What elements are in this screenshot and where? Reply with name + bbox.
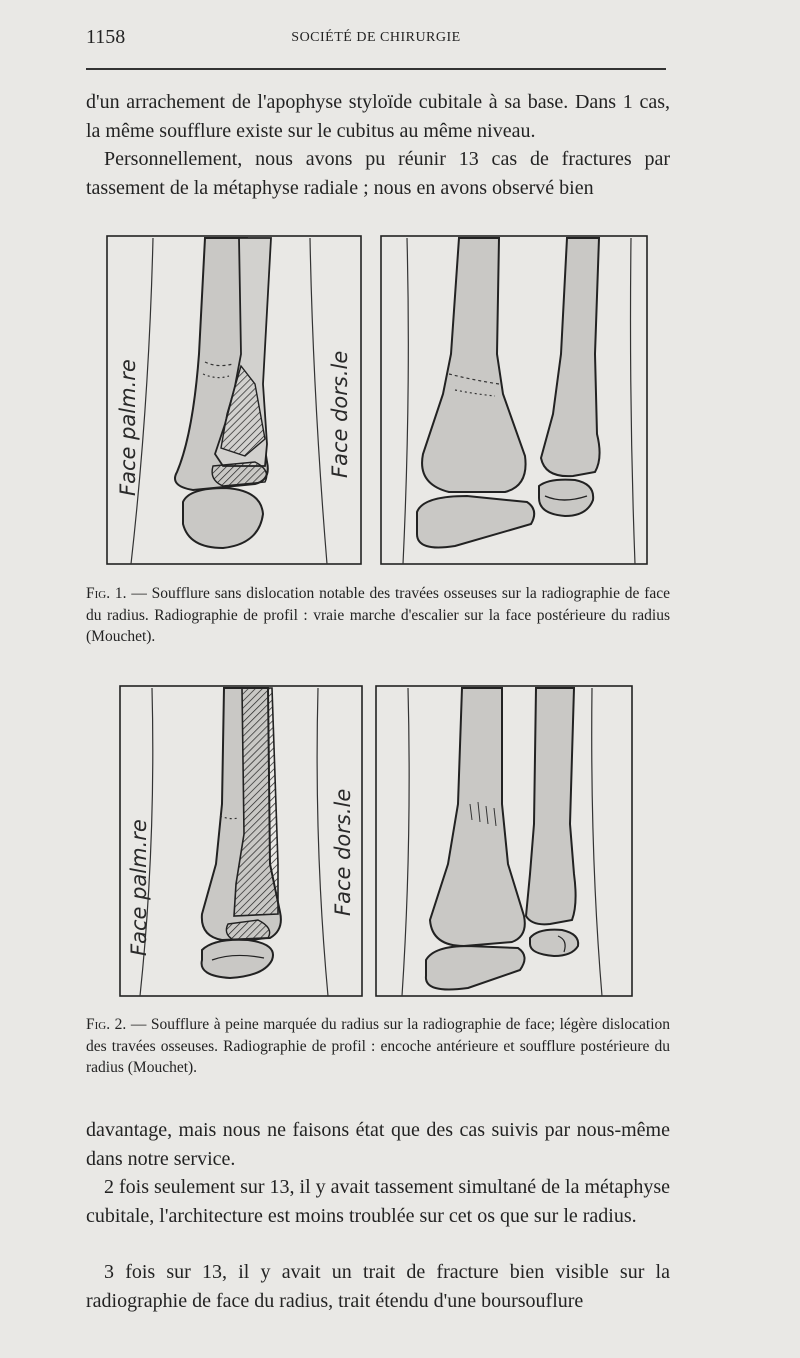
header-rule: [86, 68, 666, 70]
running-title: SOCIÉTÉ DE CHIRURGIE: [291, 30, 461, 45]
figure-1-label-dorsal: Face dors.le: [328, 350, 352, 478]
figure-2-caption-label: Fig. 2.: [86, 1016, 127, 1033]
figure-2: [118, 684, 636, 1000]
paragraph-1: d'un arrachement de l'apophyse styloïde cubitale à sa base. Dans 1 cas, la même soufflure existe sur le cubitus au même niveau.: [86, 91, 670, 142]
paragraph-5: 3 fois sur 13, il y avait un trait de fracture bien visible sur la radiographie de face du radius, trait étendu d'une boursouflure: [86, 1261, 670, 1312]
figure-2-caption-text: — Soufflure à peine marquée du radius sur la radiographie de face; légère dislocation des travées osseuses. Radiographie de profil : encoche antérieure et soufflure postérieure du radius (Mouchet).: [86, 1016, 671, 1076]
paragraph-4: 2 fois seulement sur 13, il y avait tassement simultané de la métaphyse cubitale, l'architecture est moins troublée sur cet os que sur le radius.: [86, 1176, 670, 1227]
figure-1-panel-profile: [381, 236, 647, 564]
page-header: [86, 26, 666, 50]
figure-2-drawing: [118, 684, 636, 1000]
paragraph-3: davantage, mais nous ne faisons état que des cas suivis par nous-même dans notre service.: [86, 1119, 670, 1170]
figure-1-caption-text: — Soufflure sans dislocation notable des travées osseuses sur la radiographie de face du radius. Radiographie de profil : vraie marche d'escalier sur la face postérieure du radius (Mouchet).: [86, 585, 670, 645]
figure-2-caption: [86, 1014, 670, 1079]
figure-1-panel-face: [107, 236, 361, 564]
paragraph-2: Personnellement, nous avons pu réunir 13 cas de fractures par tassement de la métaphyse radiale ; nous en avons observé bien: [86, 148, 670, 199]
figure-2-panel-face: [120, 686, 362, 996]
figure-1: [105, 234, 651, 568]
figure-1-label-palmar: Face palm.re: [116, 359, 140, 496]
figure-2-label-palmar: Face palm.re: [127, 819, 151, 956]
page-number: 1158: [86, 26, 126, 48]
figure-1-caption-label: Fig. 1.: [86, 585, 127, 602]
figure-2-panel-profile: [376, 686, 632, 996]
figure-1-caption: [86, 583, 670, 648]
figure-1-drawing: [105, 234, 651, 568]
figure-2-label-dorsal: Face dors.le: [331, 788, 355, 916]
